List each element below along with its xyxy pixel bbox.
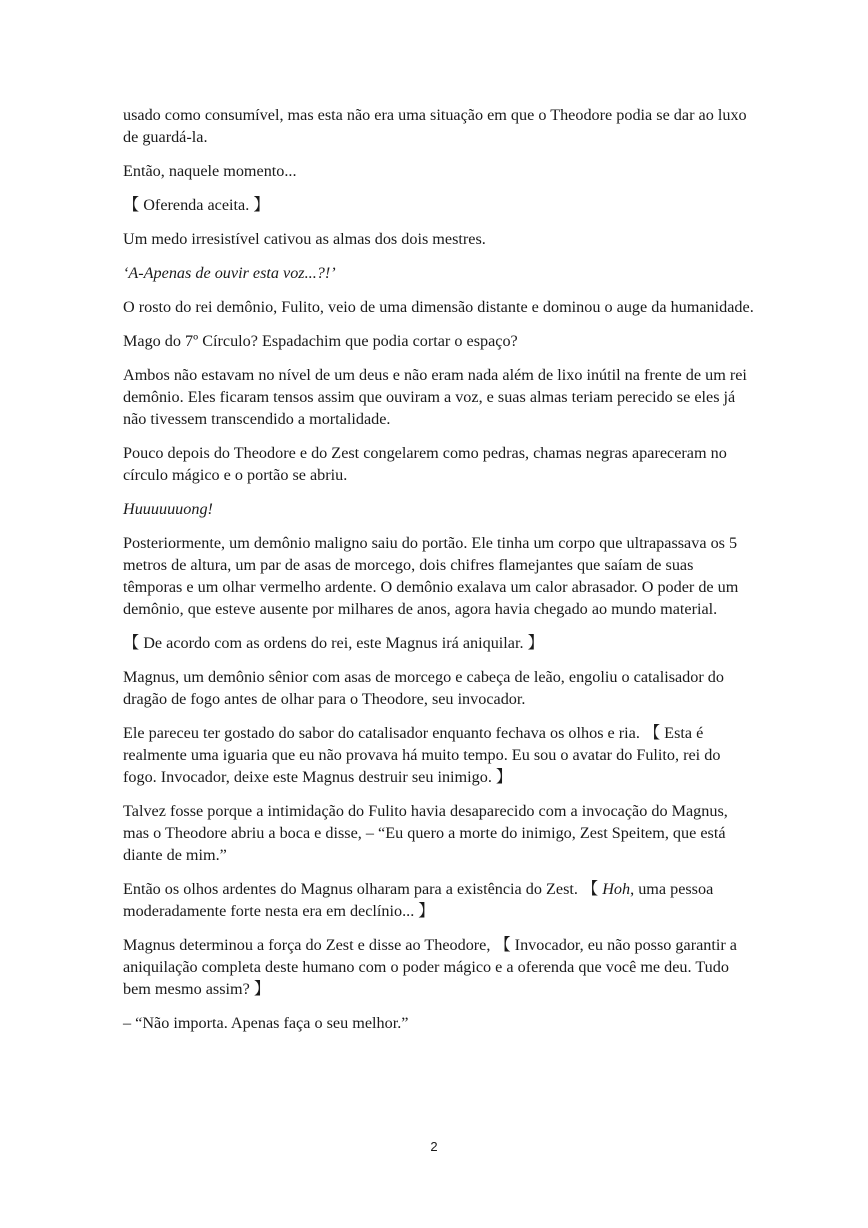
- paragraph: Então, naquele momento...: [123, 162, 297, 180]
- paragraph: Ambos não estavam no nível de um deus e não eram nada além de lixo inútil na frente de um rei demônio. Eles ficaram tensos assim que ouviram a voz, e suas almas teriam perecido se eles já não tivessem transcendido a mortalidade.: [123, 366, 747, 428]
- paragraph: Mago do 7º Círculo? Espadachim que podia cortar o espaço?: [123, 332, 518, 350]
- sound-effect: Huuuuuuong!: [123, 500, 213, 518]
- system-message: 【 De acordo com as ordens do rei, este Magnus irá aniquilar. 】: [123, 634, 544, 652]
- system-message: 【 Oferenda aceita. 】: [123, 196, 270, 214]
- paragraph: Talvez fosse porque a intimidação do Fulito havia desaparecido com a invocação do Magnus, mas o Theodore abriu a boca e disse, – “Eu quero a morte do inimigo, Zest Speitem, que está diante de mim.”: [123, 802, 728, 864]
- paragraph: O rosto do rei demônio, Fulito, veio de uma dimensão distante e dominou o auge da humanidade.: [123, 298, 754, 316]
- paragraph: – “Não importa. Apenas faça o seu melhor.”: [123, 1014, 409, 1032]
- paragraph: usado como consumível, mas esta não era uma situação em que o Theodore podia se dar ao luxo de guardá-la.: [123, 106, 747, 146]
- paragraph: Pouco depois do Theodore e do Zest congelarem como pedras, chamas negras apareceram no círculo mágico e o portão se abriu.: [123, 444, 727, 484]
- inner-thought: ‘A-Apenas de ouvir esta voz...?!’: [123, 264, 336, 282]
- page-body: [123, 104, 755, 1046]
- paragraph: Um medo irresistível cativou as almas dos dois mestres.: [123, 230, 486, 248]
- italic-word: Hoh: [602, 880, 631, 898]
- paragraph-text: Então os olhos ardentes do Magnus olharam para a existência do Zest. 【: [123, 880, 603, 898]
- page-number: 2: [430, 1139, 438, 1154]
- paragraph-text: , uma pessoa moderadamente forte nesta era em declínio... 】: [123, 880, 714, 920]
- paragraph: Magnus, um demônio sênior com asas de morcego e cabeça de leão, engoliu o catalisador do dragão de fogo antes de olhar para o Theodore, seu invocador.: [123, 668, 724, 708]
- paragraph: [123, 878, 755, 922]
- paragraph: Posteriormente, um demônio maligno saiu do portão. Ele tinha um corpo que ultrapassava os 5 metros de altura, um par de asas de morcego, dois chifres flamejantes que saíam de suas têmporas e um olhar vermelho ardente. O demônio exalava um calor abrasador. O poder de um demônio, que esteve ausente por milhares de anos, agora havia chegado ao mundo material.: [123, 534, 739, 618]
- paragraph: Ele pareceu ter gostado do sabor do catalisador enquanto fechava os olhos e ria. 【 Esta é realmente uma iguaria que eu não provava há muito tempo. Eu sou o avatar do Fulito, rei do fogo. Invocador, deixe este Magnus destruir seu inimigo. 】: [123, 724, 721, 786]
- paragraph: Magnus determinou a força do Zest e disse ao Theodore, 【 Invocador, eu não posso garantir a aniquilação completa deste humano com o poder mágico e a oferenda que você me deu. Tudo bem mesmo assim? 】: [123, 936, 737, 998]
